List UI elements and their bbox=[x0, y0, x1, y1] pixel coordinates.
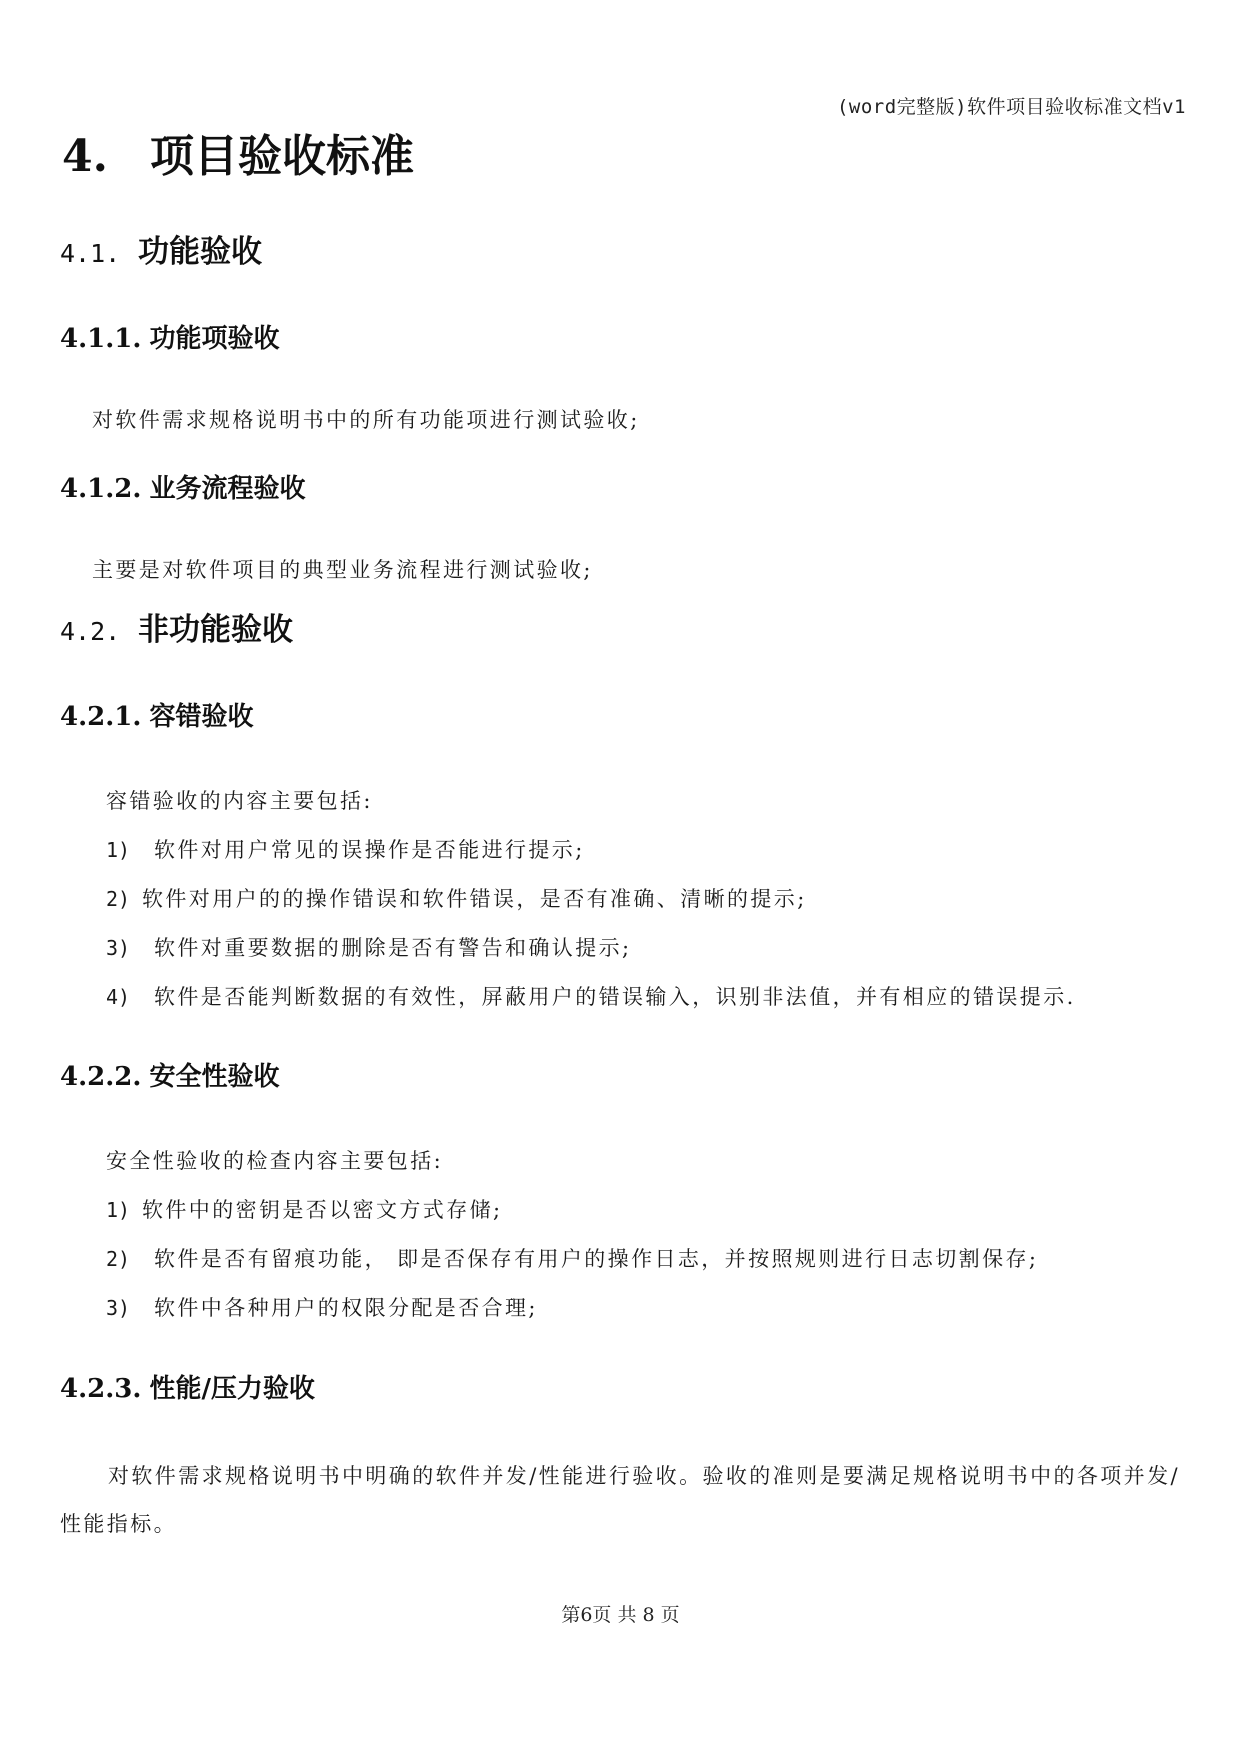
section-4-2-1-title: 容错验收 bbox=[149, 702, 254, 732]
list-item-text: 软件是否能判断数据的有效性，屏蔽用户的错误输入，识别非法值，并有相应的错误提示. bbox=[154, 985, 1076, 1009]
section-4-2-heading bbox=[60, 604, 293, 649]
section-4-2-1-heading bbox=[60, 696, 253, 733]
section-4-1-2-number: 4.1.2. bbox=[60, 474, 142, 504]
section-4-2-1-number: 4.2.1. bbox=[60, 702, 142, 732]
section-4-1-1-title: 功能项验收 bbox=[149, 324, 280, 354]
section-4-2-title: 非功能验收 bbox=[138, 612, 293, 648]
list-item bbox=[106, 1292, 538, 1322]
list-marker: 3) bbox=[106, 1296, 131, 1320]
section-4-2-1-intro: 容错验收的内容主要包括: bbox=[106, 789, 373, 813]
section-4-1-1-heading bbox=[60, 318, 279, 355]
section-4-2-2-title: 安全性验收 bbox=[149, 1062, 280, 1092]
list-item-text: 软件中各种用户的权限分配是否合理; bbox=[154, 1296, 538, 1320]
list-marker: 2) bbox=[106, 887, 131, 911]
list-marker: 4) bbox=[106, 985, 131, 1009]
section-4-2-2-heading bbox=[60, 1056, 279, 1093]
section-4-2-3-body: 对软件需求规格说明书中明确的软件并发/性能进行验收。验收的准则是要满足规格说明书中的各项并发/性能指标。 bbox=[60, 1464, 1180, 1536]
list-item bbox=[106, 932, 631, 962]
list-item bbox=[106, 1243, 1038, 1273]
section-4-2-2-intro: 安全性验收的检查内容主要包括: bbox=[106, 1149, 444, 1173]
list-item bbox=[106, 981, 1076, 1011]
list-item bbox=[106, 834, 585, 864]
section-4-title: 项目验收标准 bbox=[150, 131, 414, 182]
list-item-text: 软件是否有留痕功能， 即是否保存有用户的操作日志，并按照规则进行日志切割保存; bbox=[154, 1247, 1039, 1271]
section-4-1-title: 功能验收 bbox=[138, 234, 262, 270]
section-4-2-3-number: 4.2.3. bbox=[60, 1374, 142, 1404]
section-4-2-3-heading bbox=[60, 1368, 315, 1405]
list-item bbox=[106, 1194, 502, 1224]
list-item bbox=[106, 883, 807, 913]
list-item-text: 软件对重要数据的删除是否有警告和确认提示; bbox=[154, 936, 632, 960]
section-4-1-heading bbox=[60, 226, 262, 271]
section-4-1-number: 4.1. bbox=[60, 239, 121, 268]
page-footer: 第6页 共 8 页 bbox=[561, 1604, 680, 1626]
section-4-1-2-body: 主要是对软件项目的典型业务流程进行测试验收; bbox=[92, 558, 593, 582]
section-4-1-1-body: 对软件需求规格说明书中的所有功能项进行测试验收; bbox=[92, 408, 640, 432]
section-4-number: 4. bbox=[62, 131, 108, 182]
list-marker: 1) bbox=[106, 838, 131, 862]
section-4-1-2-heading bbox=[60, 468, 305, 505]
section-4-2-3-title: 性能/压力验收 bbox=[149, 1374, 315, 1404]
section-4-heading bbox=[62, 120, 414, 184]
list-marker: 3) bbox=[106, 936, 131, 960]
section-4-2-2-number: 4.2.2. bbox=[60, 1062, 142, 1092]
running-header: (word完整版)软件项目验收标准文档v1 bbox=[836, 96, 1186, 118]
section-4-2-number: 4.2. bbox=[60, 617, 121, 646]
list-marker: 2) bbox=[106, 1247, 131, 1271]
section-4-1-2-title: 业务流程验收 bbox=[149, 474, 306, 504]
list-item-text: 软件对用户常见的误操作是否能进行提示; bbox=[154, 838, 585, 862]
section-4-1-1-number: 4.1.1. bbox=[60, 324, 142, 354]
list-item-text: 软件对用户的的操作错误和软件错误，是否有准确、清晰的提示; bbox=[142, 887, 807, 911]
list-item-text: 软件中的密钥是否以密文方式存储; bbox=[142, 1198, 503, 1222]
list-marker: 1) bbox=[106, 1198, 131, 1222]
